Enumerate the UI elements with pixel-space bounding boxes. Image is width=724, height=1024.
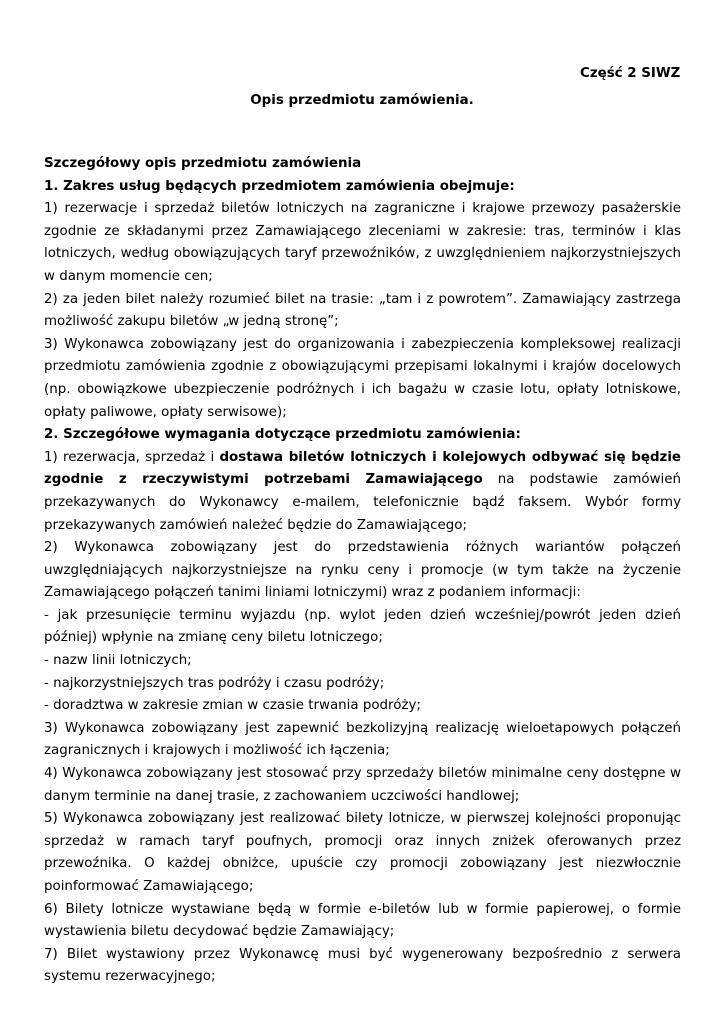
requirement-1-prefix: 1) rezerwacja, sprzedaż i — [44, 449, 220, 465]
document-body — [44, 153, 681, 989]
requirement-1-suffix: na podstawie zamówień przekazywanych do Wykonawcy e-mailem, telefonicznie bądź faksem. Wybór formy przekazywanych zamówień należeć będzie do Zamawiającego; — [44, 472, 681, 533]
scope-heading: 1. Zakres usług będących przedmiotem zamówienia obejmuje: — [44, 178, 515, 194]
document-title: Opis przedmiotu zamówienia. — [250, 93, 474, 108]
scope-item-1: 1) rezerwacje i sprzedaż biletów lotniczych na zagraniczne i krajowe przewozy pasażerskie zgodnie ze składanymi przez Zamawiającego zleceniami w zakresie: tras, terminów i klas lotniczych, według obowiązujących taryf przewoźników, z uwzględnieniem najkorzystniejszych w danym momencie cen; — [44, 201, 681, 284]
requirement-item-4: 4) Wykonawca zobowiązany jest stosować przy sprzedaży biletów minimalne ceny dostępne w danym terminie na danej trasie, z zachowaniem uczciwości handlowej; — [44, 766, 681, 804]
requirement-subitem-routes: - najkorzystniejszych tras podróży i czasu podróży; — [44, 675, 385, 691]
section-heading: Szczegółowy opis przedmiotu zamówienia — [44, 156, 362, 171]
requirements-heading: 2. Szczegółowe wymagania dotyczące przedmiotu zamówienia: — [44, 427, 521, 443]
scope-item-2: 2) za jeden bilet należy rozumieć bilet na trasie: „tam i z powrotem”. Zamawiający zastrzega możliwość zakupu biletów „w jedną stronę”; — [44, 291, 681, 330]
requirement-subitem-airlines: - nazw linii lotniczych; — [44, 653, 192, 669]
requirement-subitem-advisory: - doradztwa w zakresie zmian w czasie trwania podróży; — [44, 698, 421, 714]
requirement-item-2: 2) Wykonawca zobowiązany jest do przedstawienia różnych wariantów połączeń uwzględniających najkorzystniejsze na rynku ceny i promocje (w tym także na życzenie Zamawiającego połączeń tanimi liniami lotniczymi) wraz z podaniem informacji: — [44, 540, 681, 601]
requirement-item-5: 5) Wykonawca zobowiązany jest realizować bilety lotnicze, w pierwszej kolejności proponując sprzedaż w ramach taryf poufnych, promocji oraz innych zniżek oferowanych przez przewoźnika. O każdej obniżce, upuście czy promocji zobowiązany jest niezwłocznie poinformować Zamawiającego; — [44, 811, 681, 894]
requirement-subitem-date-shift: - jak przesunięcie terminu wyjazdu (np. wylot jeden dzień wcześniej/powrót jeden dzień później) wpłynie na zmianę ceny biletu lotniczego; — [44, 607, 681, 646]
requirement-item-6: 6) Bilety lotnicze wystawiane będą w formie e-biletów lub w formie papierowej, o formie wystawienia biletu decydować będzie Zamawiający; — [44, 901, 681, 940]
scope-item-3: 3) Wykonawca zobowiązany jest do organizowania i zabezpieczenia kompleksowej realizacji przedmiotu zamówienia zgodnie z obowiązującymi przepisami lokalnymi i krajów docelowych (np. obowiązkowe ubezpieczenie podróżnych i ich bagażu w czasie lotu, opłaty lotniskowe, opłaty paliwowe, opłaty serwisowe); — [44, 336, 681, 420]
requirement-item-1 — [44, 447, 681, 537]
part-label: Część 2 SIWZ — [580, 66, 681, 81]
requirement-item-7: 7) Bilet wystawiony przez Wykonawcę musi być wygenerowany bezpośrednio z serwera systemu rezerwacyjnego; — [44, 946, 681, 985]
requirement-item-3: 3) Wykonawca zobowiązany jest zapewnić bezkolizyjną realizację wieloetapowych połączeń zagranicznych i krajowych i możliwość ich łączenia; — [44, 720, 681, 759]
requirement-1-emphasis: dostawa biletów lotniczych i kolejowych odbywać się będzie zgodnie z rzeczywistymi potrzebami Zamawiającego — [44, 449, 681, 488]
